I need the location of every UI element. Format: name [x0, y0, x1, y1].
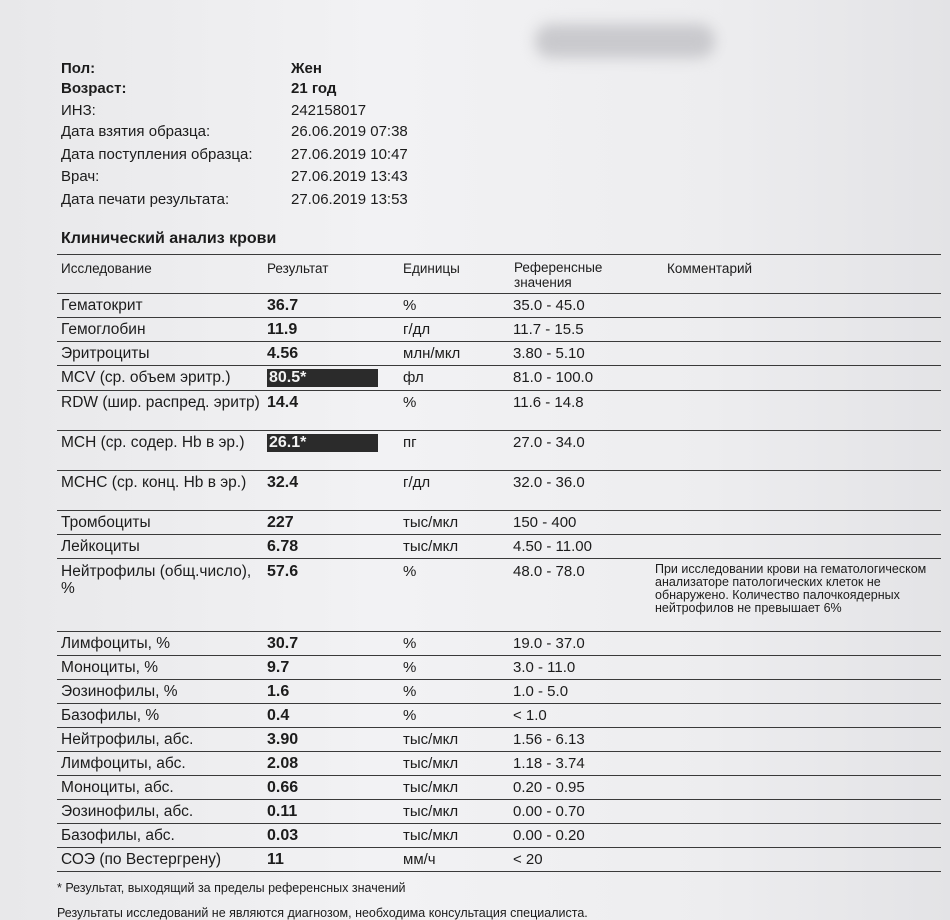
result-value-flagged: 26.1*: [267, 434, 378, 452]
result-value: 3.90: [267, 731, 299, 748]
test-name: MCH (ср. содер. Hb в эр.): [61, 434, 245, 451]
section-title: Клинический анализ крови: [61, 230, 277, 247]
divider: [57, 847, 941, 848]
header-test: Исследование: [61, 261, 152, 276]
units: тыс/мкл: [403, 538, 459, 555]
reference-range: 11.7 - 15.5: [513, 321, 584, 338]
result-value: 0.03: [267, 827, 299, 844]
test-name: Базофилы, абс.: [61, 827, 175, 844]
divider: [57, 655, 941, 656]
reference-range: 19.0 - 37.0: [513, 635, 585, 652]
header-units: Единицы: [403, 261, 460, 276]
info-value: 242158017: [291, 102, 367, 119]
reference-range: 48.0 - 78.0: [513, 563, 585, 580]
info-value: 21 год: [291, 80, 337, 97]
test-name: Гематокрит: [61, 297, 143, 314]
test-name: Лимфоциты, %: [61, 635, 171, 652]
info-label: ИНЗ:: [61, 102, 96, 119]
reference-range: 0.20 - 0.95: [513, 779, 585, 796]
test-name: Эозинофилы, %: [61, 683, 178, 700]
reference-range: 1.18 - 3.74: [513, 755, 585, 772]
test-name: СОЭ (по Вестергрену): [61, 851, 222, 868]
result-value: 0.4: [267, 707, 290, 724]
test-name: Лейкоциты: [61, 538, 140, 555]
result-value: 2.08: [267, 755, 299, 772]
reference-range: 35.0 - 45.0: [513, 297, 585, 314]
units: тыс/мкл: [403, 827, 459, 844]
reference-range: 0.00 - 0.70: [513, 803, 585, 820]
test-name: MCHC (ср. конц. Hb в эр.): [61, 474, 247, 491]
info-label: Врач:: [61, 168, 100, 185]
reference-range: 3.80 - 5.10: [513, 345, 585, 362]
test-name: Эритроциты: [61, 345, 150, 362]
divider: [57, 470, 941, 471]
units: %: [403, 683, 417, 700]
divider: [57, 534, 941, 535]
result-value: 30.7: [267, 635, 299, 652]
header-reference: Референсные значения: [514, 260, 603, 290]
reference-range: 1.56 - 6.13: [513, 731, 585, 748]
result-value: 11: [267, 851, 284, 868]
result-value: 4.56: [267, 345, 299, 362]
info-value: 27.06.2019 13:53: [291, 191, 408, 208]
redacted-area: [535, 24, 715, 58]
units: %: [403, 707, 417, 724]
units: тыс/мкл: [403, 779, 459, 796]
header-result: Результат: [267, 261, 329, 276]
divider: [57, 365, 941, 366]
reference-range: 32.0 - 36.0: [513, 474, 585, 491]
units: %: [403, 659, 417, 676]
test-name: Тромбоциты: [61, 514, 151, 531]
divider: [57, 254, 941, 255]
divider: [57, 558, 941, 559]
divider: [57, 703, 941, 704]
divider: [57, 799, 941, 800]
footnote-disclaimer: Результаты исследований не являются диагнозом, необходима консультация специалиста.: [57, 906, 588, 920]
test-name: RDW (шир. распред. эритр): [61, 394, 260, 411]
units: фл: [403, 369, 424, 386]
result-value: 36.7: [267, 297, 299, 314]
footnote-flag-legend: * Результат, выходящий за пределы референсных значений: [57, 881, 406, 895]
reference-range: 150 - 400: [513, 514, 577, 531]
divider: [57, 823, 941, 824]
result-value: 9.7: [267, 659, 290, 676]
units: тыс/мкл: [403, 803, 459, 820]
divider: [57, 293, 941, 294]
info-value: 26.06.2019 07:38: [291, 123, 408, 140]
test-name: Нейтрофилы (общ.число), %: [61, 563, 252, 597]
reference-range: 81.0 - 100.0: [513, 369, 594, 386]
reference-range: < 20: [513, 851, 543, 868]
divider: [57, 510, 941, 511]
test-name: Моноциты, абс.: [61, 779, 174, 796]
info-label: Дата взятия образца:: [61, 123, 211, 140]
divider: [57, 631, 941, 632]
result-value: 6.78: [267, 538, 299, 555]
units: г/дл: [403, 321, 431, 338]
info-value: Жен: [291, 60, 322, 77]
test-name: Лимфоциты, абс.: [61, 755, 186, 772]
divider: [57, 751, 941, 752]
info-label: Возраст:: [61, 80, 127, 97]
result-value: 227: [267, 514, 294, 531]
comment: При исследовании крови на гематологическом анализаторе патологических клеток не обнаружено. Количество палочкоядерных нейтрофилов не превышает 6%: [655, 562, 927, 615]
result-value: 11.9: [267, 321, 298, 338]
units: г/дл: [403, 474, 431, 491]
test-name: Нейтрофилы, абс.: [61, 731, 194, 748]
info-label: Дата печати результата:: [61, 191, 230, 208]
test-name: Гемоглобин: [61, 321, 146, 338]
reference-range: < 1.0: [513, 707, 547, 724]
result-value: 1.6: [267, 683, 290, 700]
info-label: Пол:: [61, 60, 96, 77]
divider: [57, 390, 941, 391]
test-name: Эозинофилы, абс.: [61, 803, 194, 820]
divider: [57, 430, 941, 431]
test-name: Базофилы, %: [61, 707, 160, 724]
info-value: 27.06.2019 10:47: [291, 146, 408, 163]
units: %: [403, 563, 417, 580]
divider: [57, 341, 941, 342]
divider: [57, 679, 941, 680]
units: %: [403, 297, 417, 314]
divider: [57, 871, 941, 872]
divider: [57, 775, 941, 776]
info-label: Дата поступления образца:: [61, 146, 253, 163]
units: тыс/мкл: [403, 755, 459, 772]
result-value: 57.6: [267, 563, 299, 580]
result-value: 14.4: [267, 394, 299, 411]
reference-range: 27.0 - 34.0: [513, 434, 585, 451]
units: пг: [403, 434, 417, 451]
units: млн/мкл: [403, 345, 461, 362]
reference-range: 3.0 - 11.0: [513, 659, 576, 676]
test-name: Моноциты, %: [61, 659, 159, 676]
reference-range: 4.50 - 11.00: [513, 538, 592, 555]
units: мм/ч: [403, 851, 436, 868]
units: тыс/мкл: [403, 731, 459, 748]
test-name: MCV (ср. объем эритр.): [61, 369, 231, 386]
reference-range: 0.00 - 0.20: [513, 827, 585, 844]
header-comment: Комментарий: [667, 261, 753, 276]
units: тыс/мкл: [403, 514, 459, 531]
units: %: [403, 394, 417, 411]
divider: [57, 317, 941, 318]
reference-range: 11.6 - 14.8: [513, 394, 584, 411]
divider: [57, 727, 941, 728]
units: %: [403, 635, 417, 652]
result-value: 0.66: [267, 779, 299, 796]
result-value: 32.4: [267, 474, 299, 491]
result-value: 0.11: [267, 803, 298, 820]
reference-range: 1.0 - 5.0: [513, 683, 569, 700]
result-value-flagged: 80.5*: [267, 369, 378, 387]
info-value: 27.06.2019 13:43: [291, 168, 408, 185]
